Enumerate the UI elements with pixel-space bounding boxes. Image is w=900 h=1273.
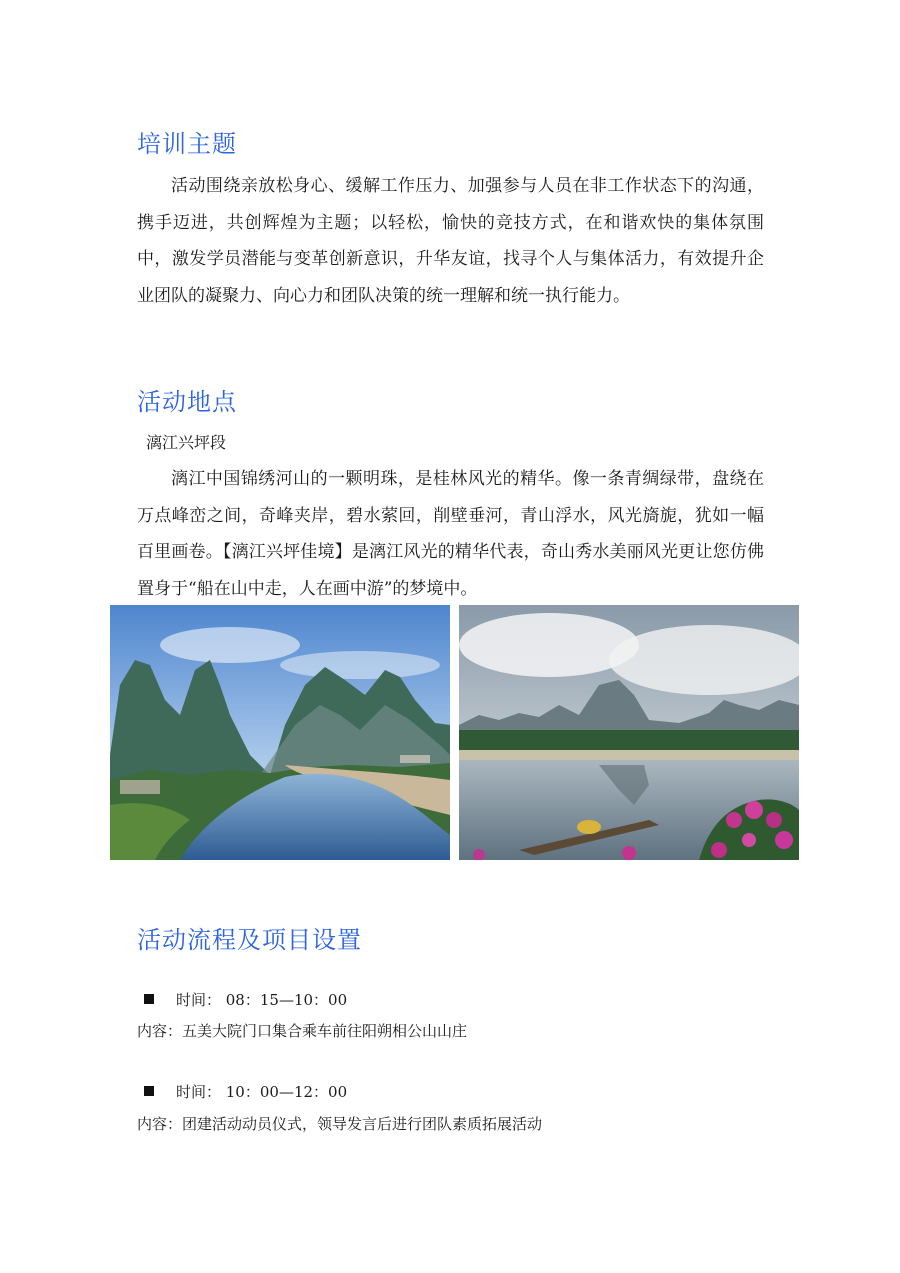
schedule-item-2-time: 时间： 10：00—12：00 <box>176 1083 348 1101</box>
schedule-item-1-time: 时间： 08：15—10：00 <box>176 991 348 1009</box>
location-heading: 活动地点 <box>137 388 237 416</box>
li-river-aerial-photo <box>110 605 450 860</box>
schedule-item-1-time-line <box>144 989 347 1011</box>
bullet-square-icon <box>144 1086 154 1096</box>
bamboo-raft-photo <box>459 605 799 860</box>
location-paragraph: 漓江中国锦绣河山的一颗明珠，是桂林风光的精华。像一条青绸绿带，盘绕在万点峰峦之间，奇峰夹岸，碧水萦回，削壁垂河，青山浮水，风光旖旎，犹如一幅百里画卷。【漓江兴坪佳境】是漓江风光的精华代表，奇山秀水美丽风光更让您仿佛置身于“船在山中走，人在画中游”的梦境中。 <box>137 469 764 599</box>
schedule-heading: 活动流程及项目设置 <box>137 926 362 954</box>
schedule-item-2-content: 内容：团建活动动员仪式，领导发言后进行团队素质拓展活动 <box>137 1115 543 1133</box>
theme-paragraph: 活动围绕亲放松身心、缓解工作压力、加强参与人员在非工作状态下的沟通，携手迈进，共创辉煌为主题；以轻松，愉快的竞技方式，在和谐欢快的集体氛围中，激发学员潜能与变革创新意识，升华友谊，找寻个人与集体活力，有效提升企业团队的凝聚力、向心力和团队决策的统一理解和统一执行能力。 <box>137 176 764 306</box>
bullet-square-icon <box>144 994 154 1004</box>
schedule-item-1-content: 内容：五美大院门口集合乘车前往阳朔相公山山庄 <box>137 1022 468 1040</box>
location-place: 漓江兴坪段 <box>146 433 227 452</box>
schedule-item-2-time-line <box>144 1081 347 1103</box>
theme-heading: 培训主题 <box>137 130 237 158</box>
